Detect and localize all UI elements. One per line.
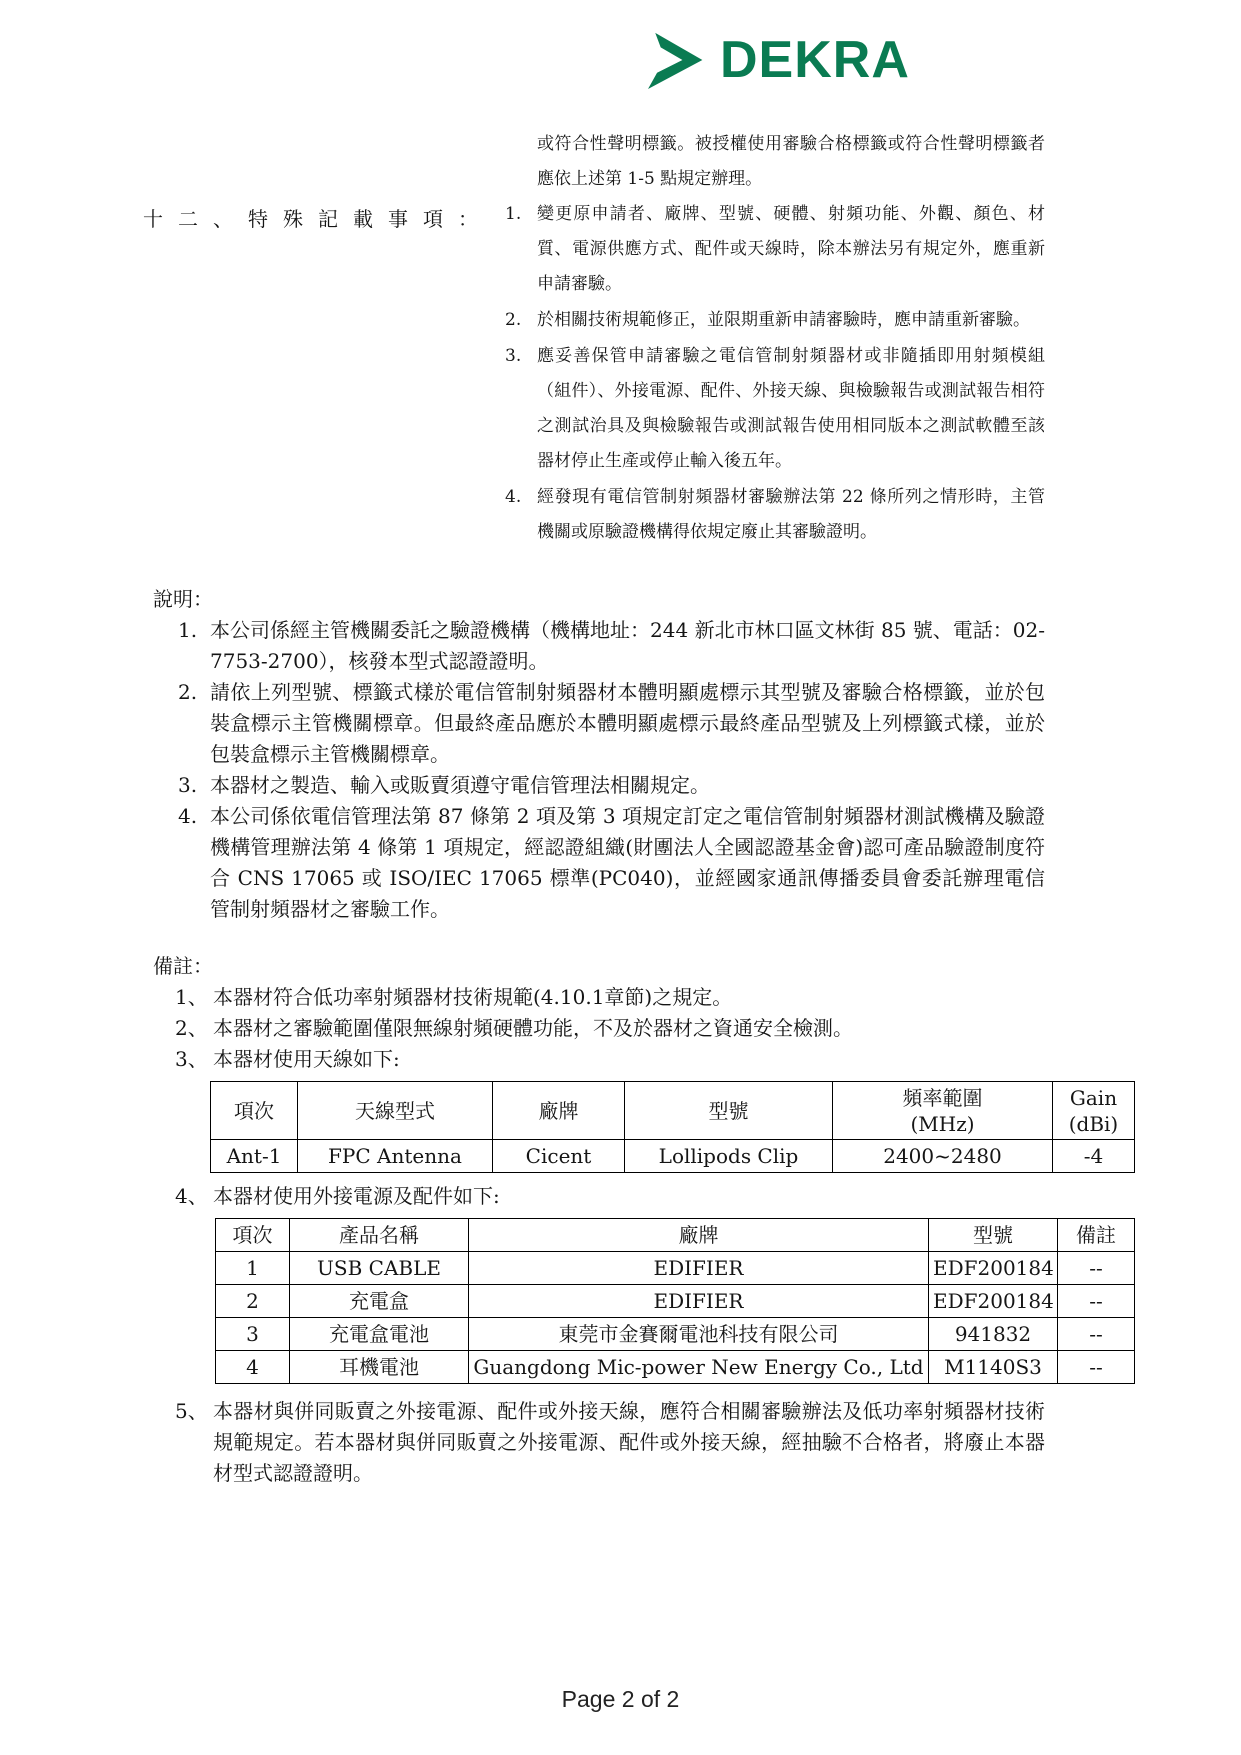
item-text: 應妥善保管申請審驗之電信管制射頻器材或非隨插即用射頻模組（組件）、外接電源、配件、外接天線、與檢驗報告或測試報告相符之測試治具及與檢驗報告或測試報告使用相同版本之測試軟體至該器材停止生產或停止輸入後五年。	[537, 346, 1045, 471]
antenna-col-model: 型號	[625, 1082, 833, 1140]
note-item	[175, 982, 1143, 1013]
cell-type: FPC Antenna	[298, 1140, 493, 1173]
cell-model: M1140S3	[929, 1351, 1058, 1384]
dekra-arrow-icon	[648, 28, 706, 92]
cell-model: 941832	[929, 1318, 1058, 1351]
accessory-col-note: 備註	[1058, 1219, 1135, 1252]
accessory-table-row	[216, 1318, 1135, 1351]
item-number: 2.	[505, 310, 522, 330]
notes-heading: 備註：	[153, 954, 213, 978]
item-text: 經發現有電信管制射頻器材審驗辦法第 22 條所列之情形時，主管機關或原驗證機構得依規定廢止其審驗證明。	[537, 487, 1045, 542]
page-number: Page 2 of 2	[561, 1686, 680, 1712]
explanation-item	[178, 770, 1045, 801]
cell-item: 2	[216, 1285, 290, 1318]
item-number: 1.	[178, 618, 198, 642]
accessory-table-row	[216, 1285, 1135, 1318]
note-item	[175, 1013, 1143, 1044]
section12-item	[505, 197, 1045, 302]
antenna-col-gain	[1053, 1082, 1135, 1140]
item-number: 3、	[175, 1047, 208, 1071]
cell-note: --	[1058, 1318, 1135, 1351]
cell-name: 耳機電池	[290, 1351, 469, 1384]
explanation-heading: 說明：	[153, 587, 213, 611]
item-number: 3.	[505, 346, 522, 366]
item-text: 變更原申請者、廠牌、型號、硬體、射頻功能、外觀、顏色、材質、電源供應方式、配件或天線時，除本辦法另有規定外，應重新申請審驗。	[537, 204, 1045, 294]
explanation-list	[178, 615, 1045, 925]
frequency-header-line2: (MHz)	[910, 1111, 975, 1136]
item-number: 4、	[175, 1184, 208, 1208]
note-item	[175, 1396, 1143, 1489]
item-number: 2.	[178, 680, 198, 704]
cell-note: --	[1058, 1285, 1135, 1318]
brand-name: DEKRA	[720, 31, 910, 89]
explanation-item	[178, 801, 1045, 925]
gain-header-line1: Gain	[1069, 1085, 1118, 1110]
cell-name: 充電盒電池	[290, 1318, 469, 1351]
antenna-table-row	[211, 1140, 1135, 1173]
dekra-logo	[648, 28, 910, 92]
item-number: 3.	[178, 773, 198, 797]
item-text: 本公司係依電信管理法第 87 條第 2 項及第 3 項規定訂定之電信管制射頻器材測試機構及驗證機構管理辦法第 4 條第 1 項規定，經認證組織(財團法人全國認證基金會)認可產品驗證制度符合 CNS 17065 或 ISO/IEC 17065 標準(PC040)，並經國家通訊傳播委員會委託辦理電信管制射頻器材之審驗工作。	[210, 804, 1045, 921]
gain-header-line2: (dBi)	[1068, 1111, 1119, 1136]
cell-frequency: 2400~2480	[833, 1140, 1053, 1173]
antenna-table	[210, 1081, 1135, 1173]
accessory-table	[215, 1218, 1135, 1384]
item-text: 本器材與併同販賣之外接電源、配件或外接天線，應符合相關審驗辦法及低功率射頻器材技術規範規定。若本器材與併同販賣之外接電源、配件或外接天線，經抽驗不合格者，將廢止本器材型式認證證明。	[213, 1399, 1045, 1485]
item-text: 本器材之製造、輸入或販賣須遵守電信管理法相關規定。	[210, 773, 710, 797]
note-item	[175, 1044, 1143, 1075]
antenna-col-item: 項次	[211, 1082, 298, 1140]
section12-heading: 十二、特殊記載事項：	[143, 207, 493, 231]
antenna-table-header-row	[211, 1082, 1135, 1140]
item-number: 2、	[175, 1016, 208, 1040]
section12-content	[505, 127, 1045, 551]
item-number: 1.	[505, 204, 522, 224]
continuation-paragraph: 或符合性聲明標籤。被授權使用審驗合格標籤或符合性聲明標籤者應依上述第 1-5 點規定辦理。	[537, 134, 1045, 189]
cell-gain: -4	[1053, 1140, 1135, 1173]
item-number: 5、	[175, 1399, 208, 1423]
cell-brand: EDIFIER	[469, 1285, 929, 1318]
accessory-col-item: 項次	[216, 1219, 290, 1252]
cell-note: --	[1058, 1252, 1135, 1285]
explanation-item	[178, 677, 1045, 770]
cell-item: 4	[216, 1351, 290, 1384]
cell-name: USB CABLE	[290, 1252, 469, 1285]
item-text: 請依上列型號、標籤式樣於電信管制射頻器材本體明顯處標示其型號及審驗合格標籤，並於包裝盒標示主管機關標章。但最終產品應於本體明顯處標示最終產品型號及上列標籤式樣，並於包裝盒標示主管機關標章。	[210, 680, 1045, 766]
antenna-col-brand: 廠牌	[493, 1082, 625, 1140]
item-number: 4.	[505, 487, 522, 507]
cell-item: 1	[216, 1252, 290, 1285]
cell-item: Ant-1	[211, 1140, 298, 1173]
lower-content	[153, 584, 1143, 1489]
item-text: 本器材符合低功率射頻器材技術規範(4.10.1章節)之規定。	[213, 985, 733, 1009]
item-text: 本器材使用天線如下:	[213, 1047, 400, 1071]
accessory-col-name: 產品名稱	[290, 1219, 469, 1252]
item-text: 本器材使用外接電源及配件如下:	[213, 1184, 500, 1208]
accessory-col-model: 型號	[929, 1219, 1058, 1252]
cell-note: --	[1058, 1351, 1135, 1384]
cell-brand: Guangdong Mic-power New Energy Co., Ltd	[469, 1351, 929, 1384]
cell-item: 3	[216, 1318, 290, 1351]
cell-model: EDF200184	[929, 1252, 1058, 1285]
item-text: 本器材之審驗範圍僅限無線射頻硬體功能，不及於器材之資通安全檢測。	[213, 1016, 853, 1040]
accessory-col-brand: 廠牌	[469, 1219, 929, 1252]
section12-item	[505, 339, 1045, 479]
note-item	[175, 1181, 1143, 1212]
explanation-item	[178, 615, 1045, 677]
item-text: 於相關技術規範修正，並限期重新申請審驗時，應申請重新審驗。	[537, 310, 1030, 330]
item-number: 4.	[178, 804, 198, 828]
accessory-table-row	[216, 1351, 1135, 1384]
cell-name: 充電盒	[290, 1285, 469, 1318]
cell-model: Lollipods Clip	[625, 1140, 833, 1173]
cell-model: EDF200184	[929, 1285, 1058, 1318]
item-number: 1、	[175, 985, 208, 1009]
section12-item	[505, 480, 1045, 550]
section12-item	[505, 303, 1045, 338]
item-text: 本公司係經主管機關委託之驗證機構（機構地址：244 新北市林口區文林街 85 號、電話：02-7753-2700），核發本型式認證證明。	[210, 618, 1045, 673]
antenna-col-frequency	[833, 1082, 1053, 1140]
frequency-header-line1: 頻率範圍	[902, 1085, 983, 1110]
cell-brand: Cicent	[493, 1140, 625, 1173]
cell-brand: 東莞市金賽爾電池科技有限公司	[469, 1318, 929, 1351]
accessory-table-header-row	[216, 1219, 1135, 1252]
cell-brand: EDIFIER	[469, 1252, 929, 1285]
accessory-table-row	[216, 1252, 1135, 1285]
antenna-col-type: 天線型式	[298, 1082, 493, 1140]
